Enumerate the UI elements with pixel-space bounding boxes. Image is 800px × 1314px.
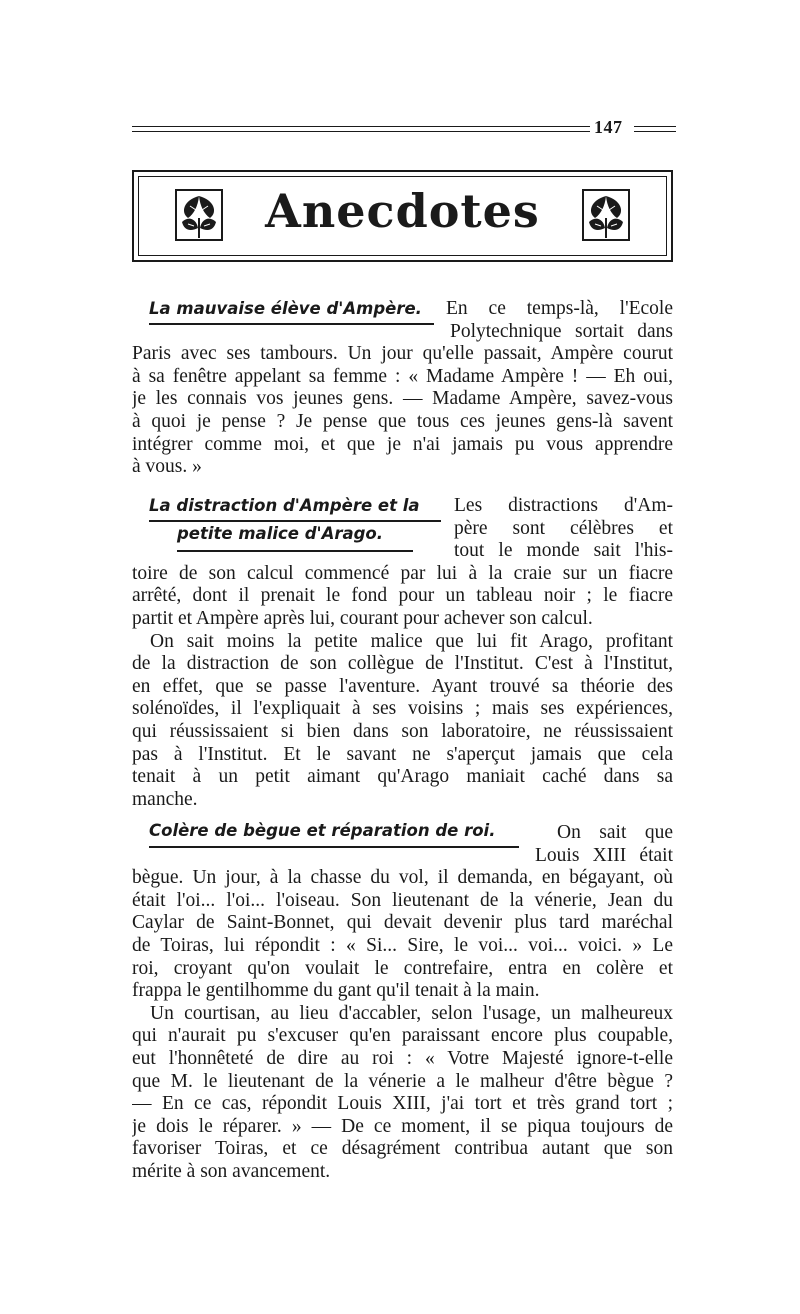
text-line: arrêté, dont il prenait le fond pour un tableau noir ; le fiacre xyxy=(132,585,673,607)
text-line: favoriser Toiras, et ce désagrément contribua autant que son xyxy=(132,1138,673,1160)
page-number: 147 xyxy=(594,117,623,137)
text-line: père sont célèbres et xyxy=(454,517,673,539)
text-line: qui réussissaient si bien dans son laboratoire, ne réussissaient xyxy=(132,720,673,742)
text-line: en effet, que se passe l'aventure. Ayant trouvé sa théorie des xyxy=(132,675,673,697)
text-line: de Toiras, lui répondit : « Si... Sire, le voi... voi... voici. » Le xyxy=(132,934,673,956)
text-line: à vous. » xyxy=(132,456,202,478)
page-header xyxy=(132,117,676,140)
text-line: mérite à son avancement. xyxy=(132,1160,331,1182)
text-line: Polytechnique sortait dans xyxy=(450,320,673,342)
heading-underline xyxy=(177,550,413,552)
section-heading: Colère de bègue et réparation de roi. xyxy=(149,821,496,840)
section-body xyxy=(132,343,673,479)
text-line: eut l'honnêteté de dire au roi : « Votre Majesté ignore-t-elle xyxy=(132,1047,673,1069)
heading-underline xyxy=(149,323,434,325)
text-line: intégrer comme moi, et que je n'ai jamais pu vous apprendre xyxy=(132,433,673,455)
text-line: frappa le gentilhomme du gant qu'il tenait à la main. xyxy=(132,980,540,1002)
text-line: tenait à un petit aimant qu'Arago maniait caché dans sa xyxy=(132,766,673,788)
text-line: Caylar de Saint-Bonnet, qui devait devenir plus tard maréchal xyxy=(132,912,673,934)
section-heading: La mauvaise élève d'Ampère. xyxy=(149,299,422,318)
leaf-ornament-icon xyxy=(581,188,631,242)
text-line: était l'oi... l'oi... l'oiseau. Son lieutenant de la vénerie, Jean du xyxy=(132,889,673,911)
text-line: On sait que xyxy=(557,822,673,843)
text-line: je les connais vos jeunes gens. — Madame Ampère, savez-vous xyxy=(132,388,673,410)
text-line: — En ce cas, répondit Louis XIII, j'ai tort et très grand tort ; xyxy=(132,1093,673,1115)
text-line: qui n'aurait pu s'excuser qu'en paraissant encore plus coupable, xyxy=(132,1025,673,1047)
text-line: partit et Ampère après lui, courant pour achever son calcul. xyxy=(132,607,593,629)
text-line: à quoi je pense ? Je pense que tous ces jeunes gens-là savent xyxy=(132,410,673,432)
text-line: Un courtisan, au lieu d'accabler, selon l'usage, un malheureux xyxy=(150,1002,673,1024)
text-line: roi, croyant qu'on voulait le contrefaire, entra en colère et xyxy=(132,957,673,979)
header-rule xyxy=(634,131,676,132)
heading-underline xyxy=(149,520,441,522)
text-line: Paris avec ses tambours. Un jour qu'elle passait, Ampère courut xyxy=(132,343,673,365)
text-line: solénoïdes, il l'expliquait à ses voisins ; mais ses expériences, xyxy=(132,698,673,720)
header-rule xyxy=(634,126,676,127)
text-line: Les distractions d'Am- xyxy=(454,495,673,516)
text-line: pas à l'Institut. Et le savant ne s'aperçut jamais que cela xyxy=(132,743,673,765)
text-line: toire de son calcul commencé par lui à la craie sur un fiacre xyxy=(132,562,673,584)
text-line: je dois le réparer. » — De ce moment, il se piqua toujours de xyxy=(132,1115,673,1137)
text-line: En ce temps-là, l'Ecole xyxy=(446,298,673,319)
page-title: Anecdotes xyxy=(265,184,540,238)
text-line: que M. le lieutenant de la vénerie a le malheur d'être bègue ? xyxy=(132,1070,673,1092)
title-frame xyxy=(132,170,673,262)
text-line: On sait moins la petite malice que lui fit Arago, profitant xyxy=(150,630,673,652)
text-line: tout le monde sait l'his- xyxy=(454,540,673,562)
text-line: manche. xyxy=(132,788,198,810)
section-body xyxy=(132,867,673,1183)
text-line: à sa fenêtre appelant sa femme : « Madame Ampère ! — Eh oui, xyxy=(132,365,673,387)
header-rule xyxy=(132,126,590,127)
section-body xyxy=(132,563,673,812)
text-line: de la distraction de son collègue de l'Institut. C'est à l'Institut, xyxy=(132,653,673,675)
heading-side-text xyxy=(454,495,673,563)
section-heading: La distraction d'Ampère et la xyxy=(149,496,420,515)
text-line: bègue. Un jour, à la chasse du vol, il demanda, en bégayant, où xyxy=(132,867,673,889)
section-heading-continued: petite malice d'Arago. xyxy=(177,524,384,543)
text-line: Louis XIII était xyxy=(535,844,673,866)
heading-underline xyxy=(149,846,519,848)
header-rule xyxy=(132,131,590,132)
